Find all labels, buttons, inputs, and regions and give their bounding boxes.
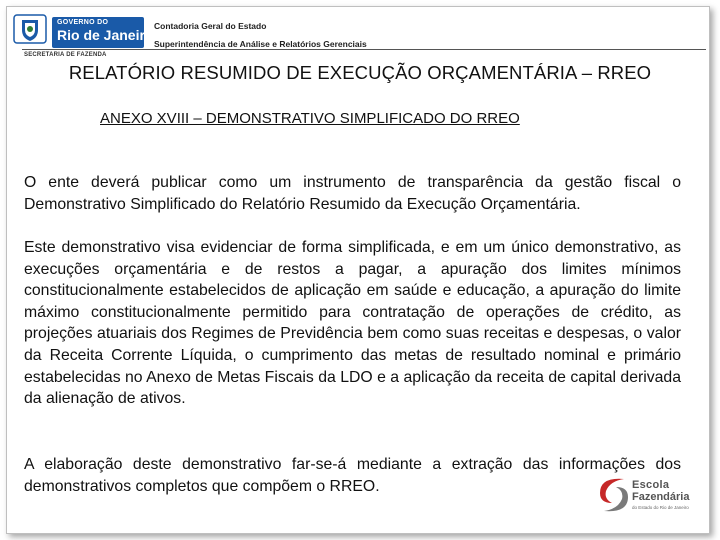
secretaria-label: SECRETARIA DE FAZENDA <box>24 52 107 58</box>
government-logo <box>8 8 154 52</box>
escola-line2: Fazendária <box>632 491 690 503</box>
paragraph-3: A elaboração deste demonstrativo far-se-á mediante a extração das informações dos demonstrativos completos que compõem o RREO. <box>24 456 681 495</box>
page-title: RELATÓRIO RESUMIDO DE EXECUÇÃO ORÇAMENTÁRIA – RREO <box>68 62 652 83</box>
org-name: Contadoria Geral do Estado <box>154 21 267 31</box>
logo-state-text: Rio de Janeiro <box>57 27 154 43</box>
escola-line3: do Estado do Rio de Janeiro <box>632 505 689 510</box>
state-brand-block <box>52 17 154 48</box>
logo-gov-text: GOVERNO DO <box>57 19 109 26</box>
header-divider <box>22 49 706 50</box>
state-crest-icon <box>13 14 47 44</box>
escola-fazendaria-logo <box>592 471 710 523</box>
paragraph-2: Este demonstrativo visa evidenciar de forma simplificada, e em um único demonstrativo, as execuções orçamentária e de restos a pagar, a apuração dos limites mínimos constitucionalmente estabelecidos de aplicação em saúde e educação, a apuração do limite máximo constitucionalmente permitido para contratação de operações de crédito, as projeções atuariais dos Regimes de Previdência bem como suas receitas e despesas, o valor da Receita Corrente Líquida, o cumprimento das metas de resultado nominal e primário estabelecidas no Anexo de Metas Fiscais da LDO e a aplicação da receita de capital derivada da alienação de ativos. <box>24 239 681 408</box>
annex-title: ANEXO XVIII – DEMONSTRATIVO SIMPLIFICADO DO RREO <box>100 110 520 127</box>
paragraph-1: O ente deverá publicar como um instrumento de transparência da gestão fiscal o Demonstrativo Simplificado do Relatório Resumido da Execução Orçamentária. <box>24 174 681 213</box>
org-department: Superintendência de Análise e Relatórios Gerenciais <box>154 39 367 49</box>
escola-line1: Escola <box>632 479 670 491</box>
escola-swirl-icon <box>594 473 634 517</box>
